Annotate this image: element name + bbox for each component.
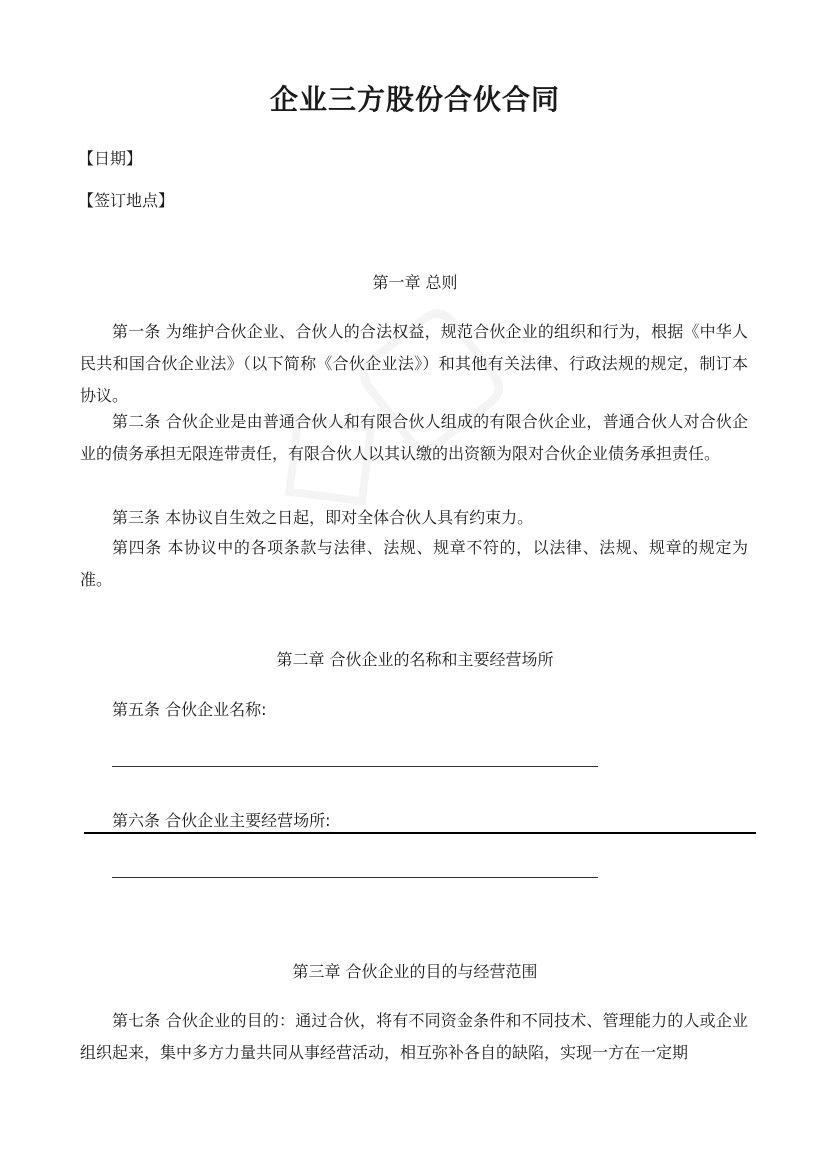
article-6: 第六条 合伙企业主要经营场所: (112, 811, 331, 830)
chapter-1-heading: 第一章 总则 (372, 273, 458, 292)
article-4: 第四条 本协议中的各项条款与法律、法规、规章不符的，以法律、法规、规章的规定为准。 (80, 538, 748, 589)
chapter-2-heading: 第二章 合伙企业的名称和主要经营场所 (276, 650, 554, 669)
chapter-3-heading: 第三章 合伙企业的目的与经营范围 (292, 962, 538, 981)
article-3: 第三条 本协议自生效之日起，即对全体合伙人具有约束力。 (112, 508, 534, 527)
document-title: 企业三方股份合伙合同 (269, 83, 560, 116)
section-divider (84, 832, 756, 834)
article-1: 第一条 为维护合伙企业、合伙人的合法权益，规范合伙企业的组织和行为，根据《中华人民共和国合伙企业法》（以下简称《合伙企业法》）和其他有关法律、行政法规的规定，制订本协议。 (80, 322, 748, 405)
article-7: 第七条 合伙企业的目的：通过合伙，将有不同资金条件和不同技术、管理能力的人或企业组织起来，集中多方力量共同从事经营活动，相互弥补各自的缺陷，实现一方在一定期 (80, 1011, 748, 1062)
article-5: 第五条 合伙企业名称: (112, 700, 267, 719)
date-label: 【日期】 (78, 149, 143, 168)
article-2: 第二条 合伙企业是由普通合伙人和有限合伙人组成的有限合伙企业，普通合伙人对合伙企业的债务承担无限连带责任，有限合伙人以其认缴的出资额为限对合伙企业债务承担责任。 (80, 412, 748, 463)
company-name-fill-line[interactable] (112, 766, 598, 767)
signing-place-label: 【签订地点】 (78, 191, 175, 210)
business-place-fill-line[interactable] (112, 877, 598, 878)
